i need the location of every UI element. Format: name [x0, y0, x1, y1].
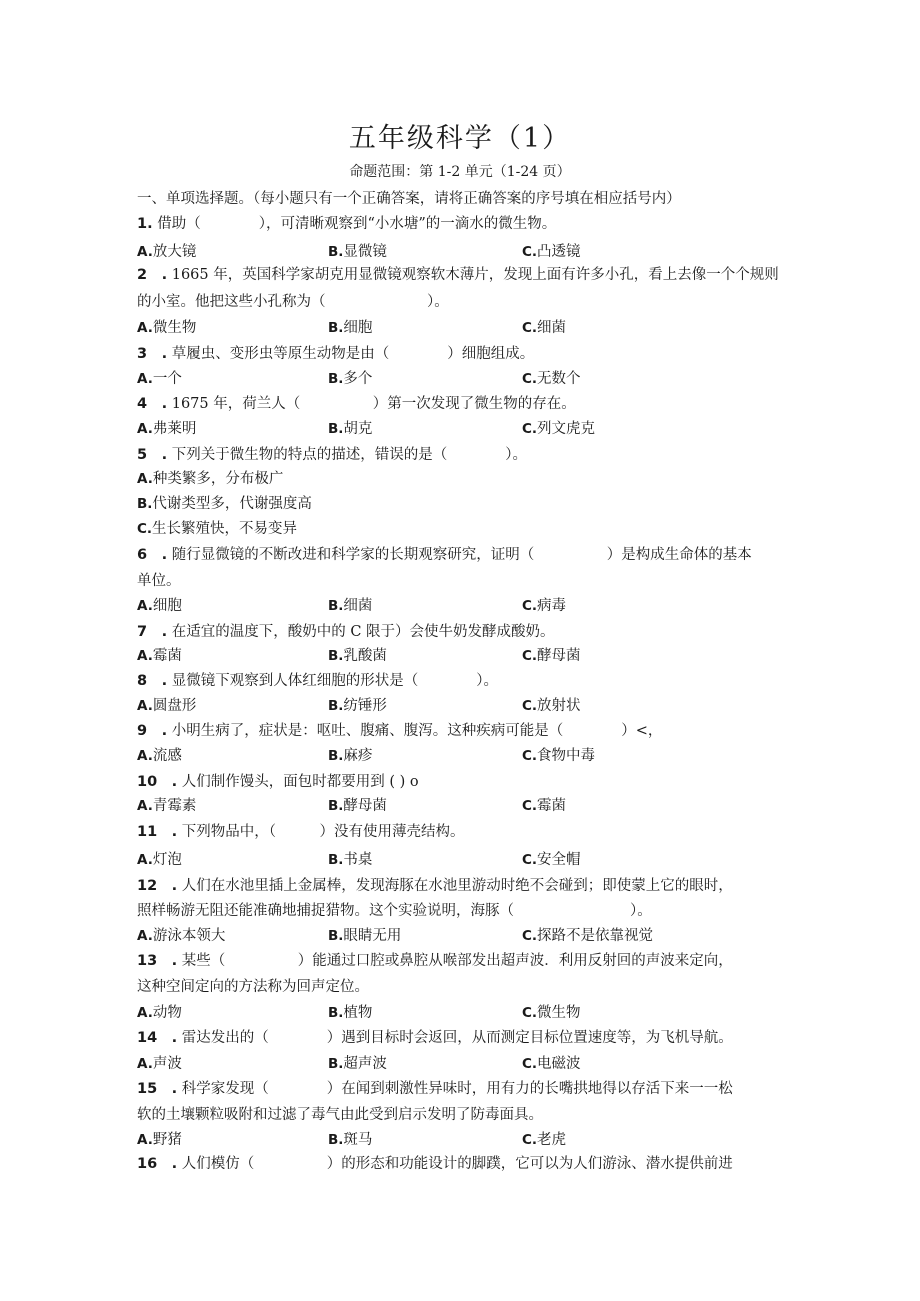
- answer-option: [328, 316, 372, 337]
- question-stem: [137, 443, 527, 464]
- answer-option: [522, 924, 653, 945]
- option-text: 生长繁殖快，不易变异: [152, 521, 298, 537]
- option-text: 细菌: [343, 598, 373, 614]
- answer-option: [522, 316, 566, 337]
- option-letter: A.: [137, 698, 153, 714]
- option-text: 安全帽: [537, 852, 581, 868]
- option-text: 酵母菌: [343, 798, 387, 814]
- answer-option: [137, 594, 182, 615]
- option-text: 细胞: [152, 598, 182, 614]
- question-text: 随行显微镜的不断改进和科学家的长期观察研究，证明（ ）是构成生命体的基本: [171, 547, 752, 563]
- answer-option: [522, 594, 566, 615]
- option-letter: C.: [522, 598, 538, 614]
- question-stem: [137, 392, 576, 413]
- answer-option: [328, 240, 387, 261]
- option-letter: B.: [328, 798, 344, 814]
- question-text: 在适宜的温度下，酸奶中的 C 限于）会使牛奶发酵成酸奶。: [171, 624, 555, 640]
- answer-option: [137, 1128, 182, 1149]
- answer-option: [328, 1001, 372, 1022]
- question-text: 借助（ ），可清晰观察到“小水塘”的一滴水的微生物。: [157, 216, 557, 232]
- question-text: 1665 年，英国科学家胡克用显微镜观察软木薄片，发现上面有许多小孔，看上去像一个个规则: [171, 267, 779, 283]
- question-number: 11 .: [137, 824, 178, 840]
- answer-option: [522, 367, 581, 388]
- answer-option: [328, 644, 387, 665]
- option-text: 动物: [152, 1005, 182, 1021]
- question-text: 单位。: [137, 573, 181, 589]
- option-letter: B.: [328, 928, 344, 944]
- question-number: 8 .: [137, 673, 168, 689]
- question-stem: [137, 949, 733, 970]
- answer-option: [328, 794, 387, 815]
- option-letter: B.: [328, 1056, 344, 1072]
- option-text: 圆盘形: [152, 698, 197, 714]
- option-text: 植物: [343, 1005, 373, 1021]
- option-letter: C.: [522, 852, 538, 868]
- option-letter: C.: [522, 798, 538, 814]
- question-text: 草履虫、变形虫等原生动物是由（ ）细胞组成。: [171, 346, 535, 362]
- option-letter: B.: [328, 748, 344, 764]
- option-text: 声波: [152, 1056, 182, 1072]
- question-text: 显微镜下观察到人体红细胞的形状是（ ）。: [171, 673, 498, 689]
- question-stem: [137, 719, 662, 740]
- question-stem: [137, 1026, 733, 1047]
- option-text: 麻疹: [343, 748, 373, 764]
- option-letter: C.: [522, 421, 538, 437]
- question-text: 软的土壤颗粒吸附和过滤了毒气由此受到启示发明了防毒面具。: [137, 1107, 543, 1123]
- option-text: 游泳本领大: [152, 928, 226, 944]
- answer-option: [522, 644, 581, 665]
- option-text: 探路不是依靠视觉: [537, 928, 654, 944]
- question-stem: [137, 1152, 733, 1173]
- option-text: 放射状: [537, 698, 581, 714]
- answer-option: [137, 1001, 182, 1022]
- answer-option: [328, 1052, 387, 1073]
- answer-option: [137, 744, 182, 765]
- answer-option: [522, 794, 566, 815]
- question-text: 下列物品中，（ ）没有使用薄壳结构。: [181, 824, 465, 840]
- answer-option: [137, 924, 225, 945]
- option-text: 灯泡: [152, 852, 182, 868]
- option-text: 细胞: [343, 320, 373, 336]
- answer-option: [328, 744, 372, 765]
- option-text: 代谢类型多，代谢强度高: [152, 496, 312, 512]
- answer-option: [137, 492, 312, 513]
- answer-option: [137, 848, 182, 869]
- option-letter: B.: [328, 1005, 344, 1021]
- option-letter: C.: [522, 748, 538, 764]
- question-number: 4 .: [137, 396, 168, 412]
- option-text: 眼睛无用: [343, 928, 402, 944]
- answer-option: [137, 517, 297, 538]
- option-letter: B.: [328, 852, 344, 868]
- option-text: 斑马: [343, 1132, 373, 1148]
- answer-option: [328, 417, 372, 438]
- option-text: 霉菌: [537, 798, 567, 814]
- question-stem: [137, 1077, 733, 1098]
- answer-option: [137, 1052, 182, 1073]
- question-number: 16 .: [137, 1156, 178, 1172]
- option-letter: A.: [137, 1132, 153, 1148]
- question-stem: [137, 620, 555, 641]
- question-text: 某些（ ）能通过口腔或鼻腔从喉部发出超声波．利用反射回的声波来定向，: [181, 953, 733, 969]
- option-text: 电磁波: [537, 1056, 581, 1072]
- question-stem: [137, 342, 534, 363]
- answer-option: [137, 240, 196, 261]
- option-letter: C.: [522, 320, 538, 336]
- option-letter: A.: [137, 1056, 153, 1072]
- option-letter: C.: [522, 648, 538, 664]
- section-heading: 一、单项选择题。（每小题只有一个正确答案，请将正确答案的序号填在相应括号内）: [137, 191, 681, 207]
- answer-option: [522, 1001, 581, 1022]
- question-text: 人们制作馒头，面包时都要用到 ( ) o: [181, 774, 419, 790]
- question-number: 5 .: [137, 447, 168, 463]
- option-letter: A.: [137, 748, 153, 764]
- option-text: 多个: [343, 371, 373, 387]
- option-text: 书桌: [343, 852, 373, 868]
- option-letter: A.: [137, 471, 153, 487]
- option-letter: C.: [522, 371, 538, 387]
- answer-option: [137, 644, 182, 665]
- question-stem: [137, 874, 733, 895]
- option-text: 老虎: [537, 1132, 567, 1148]
- question-number: 2 .: [137, 267, 168, 283]
- question-text: 雷达发出的（ ）遇到目标时会返回，从而测定目标位置速度等，为飞机导航。: [181, 1030, 733, 1046]
- answer-option: [522, 240, 581, 261]
- question-stem-continued: [137, 899, 652, 920]
- option-text: 酵母菌: [537, 648, 581, 664]
- option-text: 弗莱明: [152, 421, 197, 437]
- option-letter: C.: [137, 521, 153, 537]
- option-text: 列文虎克: [537, 421, 596, 437]
- option-letter: B.: [328, 698, 344, 714]
- option-text: 微生物: [537, 1005, 581, 1021]
- option-letter: B.: [328, 598, 344, 614]
- answer-option: [328, 367, 372, 388]
- option-letter: A.: [137, 928, 153, 944]
- option-text: 种类繁多，分布极广: [152, 471, 284, 487]
- question-number: 15 .: [137, 1081, 178, 1097]
- question-stem: [137, 212, 556, 233]
- option-letter: B.: [328, 421, 344, 437]
- option-text: 食物中毒: [537, 748, 596, 764]
- question-number: 7 .: [137, 624, 168, 640]
- question-text: 科学家发现（ ）在闻到刺激性异味时，用有力的长嘴拱地得以存活下来一一松: [181, 1081, 733, 1097]
- answer-option: [328, 594, 372, 615]
- answer-option: [522, 1052, 581, 1073]
- option-text: 一个: [152, 371, 182, 387]
- option-text: 青霉素: [152, 798, 197, 814]
- answer-option: [137, 794, 196, 815]
- answer-option: [137, 467, 283, 488]
- option-text: 乳酸菌: [343, 648, 387, 664]
- question-text: 小明生病了，症状是：呕吐、腹痛、腹泻。这种疾病可能是（ ）<，: [171, 723, 663, 739]
- option-text: 凸透镜: [537, 244, 581, 260]
- option-text: 霉菌: [152, 648, 182, 664]
- option-text: 微生物: [152, 320, 197, 336]
- option-letter: C.: [522, 244, 538, 260]
- option-letter: B.: [328, 1132, 344, 1148]
- option-text: 显微镜: [343, 244, 387, 260]
- question-number: 14 .: [137, 1030, 178, 1046]
- option-letter: C.: [522, 1056, 538, 1072]
- option-letter: C.: [522, 698, 538, 714]
- answer-option: [328, 694, 387, 715]
- option-letter: A.: [137, 598, 153, 614]
- answer-option: [328, 848, 372, 869]
- option-letter: C.: [522, 1005, 538, 1021]
- question-text: 的小室。他把这些小孔称为（ ）。: [137, 294, 449, 310]
- answer-option: [522, 744, 595, 765]
- answer-option: [522, 848, 581, 869]
- option-letter: C.: [522, 1132, 538, 1148]
- exam-scope: 命题范围：第 1-2 单元（1-24 页）: [349, 164, 571, 180]
- option-letter: B.: [328, 371, 344, 387]
- option-text: 细菌: [537, 320, 567, 336]
- question-text: 人们在水池里插上金属棒，发现海豚在水池里游动时绝不会碰到；即使蒙上它的眼时，: [181, 878, 733, 894]
- option-text: 超声波: [343, 1056, 387, 1072]
- question-stem-continued: [137, 569, 181, 590]
- option-text: 病毒: [537, 598, 567, 614]
- question-stem-continued: [137, 975, 369, 996]
- question-number: 13 .: [137, 953, 178, 969]
- question-number: 6 .: [137, 547, 168, 563]
- option-text: 野猪: [152, 1132, 182, 1148]
- option-text: 无数个: [537, 371, 581, 387]
- question-stem: [137, 820, 465, 841]
- answer-option: [522, 694, 581, 715]
- question-stem-continued: [137, 290, 449, 311]
- answer-option: [328, 1128, 372, 1149]
- answer-option: [328, 924, 401, 945]
- option-letter: A.: [137, 852, 153, 868]
- question-stem: [137, 770, 419, 791]
- answer-option: [137, 694, 196, 715]
- question-text: 照样畅游无阻还能准确地捕捉猎物。这个实验说明，海豚（ ）。: [137, 903, 652, 919]
- option-letter: A.: [137, 798, 153, 814]
- option-letter: A.: [137, 371, 153, 387]
- question-stem: [137, 669, 498, 690]
- question-number: 3 .: [137, 346, 168, 362]
- option-letter: C.: [522, 928, 538, 944]
- answer-option: [522, 1128, 566, 1149]
- question-text: 人们模仿（ ）的形态和功能设计的脚蹼，它可以为人们游泳、潜水提供前进: [181, 1156, 733, 1172]
- option-text: 流感: [152, 748, 182, 764]
- option-letter: B.: [328, 648, 344, 664]
- answer-option: [137, 417, 196, 438]
- option-text: 胡克: [343, 421, 373, 437]
- option-text: 纺锤形: [343, 698, 387, 714]
- question-stem-continued: [137, 1103, 543, 1124]
- question-number: 1.: [137, 216, 153, 232]
- option-letter: A.: [137, 320, 153, 336]
- answer-option: [137, 316, 196, 337]
- option-letter: A.: [137, 648, 153, 664]
- option-text: 放大镜: [152, 244, 197, 260]
- question-number: 9 .: [137, 723, 168, 739]
- option-letter: B.: [137, 496, 153, 512]
- option-letter: A.: [137, 1005, 153, 1021]
- question-number: 10 .: [137, 774, 178, 790]
- question-number: 12 .: [137, 878, 178, 894]
- page-title: 五年级科学（1）: [348, 123, 572, 154]
- option-letter: A.: [137, 421, 153, 437]
- option-letter: A.: [137, 244, 153, 260]
- question-text: 这种空间定向的方法称为回声定位。: [137, 979, 369, 995]
- question-stem: [137, 263, 779, 284]
- option-letter: B.: [328, 244, 344, 260]
- question-text: 1675 年，荷兰人（ ）第一次发现了微生物的存在。: [171, 396, 576, 412]
- answer-option: [522, 417, 595, 438]
- option-letter: B.: [328, 320, 344, 336]
- answer-option: [137, 367, 182, 388]
- question-stem: [137, 543, 752, 564]
- question-text: 下列关于微生物的特点的描述，错误的是（ ）。: [171, 447, 527, 463]
